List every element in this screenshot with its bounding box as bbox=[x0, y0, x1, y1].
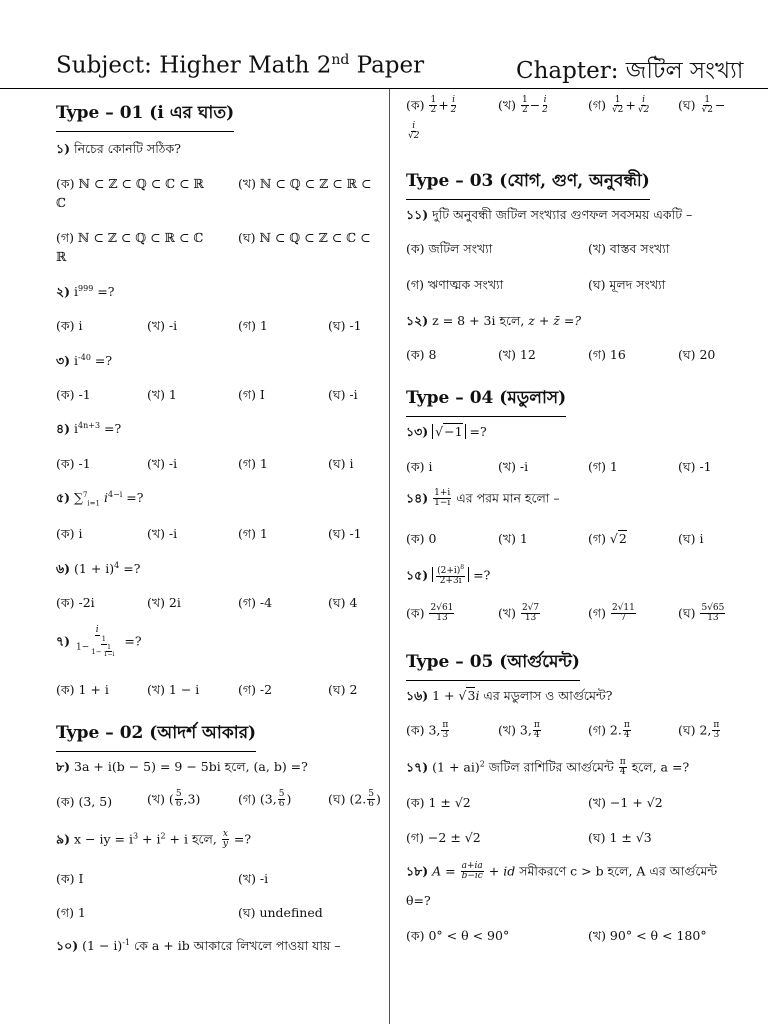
q8-option-c[interactable]: (গ) (3, $\frac{5}{6}$ ) bbox=[238, 789, 292, 810]
q15-option-d[interactable]: (ঘ) $\frac{5√65}{13}$ bbox=[678, 603, 725, 624]
q15-option-a[interactable]: (ক) $\frac{2√61}{13}$ bbox=[406, 603, 454, 624]
q11-option-d[interactable]: (ঘ) মূলদ সংখ্যা bbox=[588, 277, 666, 292]
q3-option-a[interactable]: (ক) -1 bbox=[56, 387, 91, 402]
q10-option-a[interactable]: (ক) $\frac{1}{2}$ + $\frac{i}{2}$ bbox=[406, 95, 457, 116]
q14-option-d[interactable]: (ঘ) i bbox=[678, 531, 704, 546]
q17-option-b[interactable]: (খ) −1 + √2 bbox=[588, 795, 663, 810]
question-11: ১১) দুটি অনুবন্ধী জটিল সংখ্যার গুণফল সবসময় একটি – bbox=[406, 207, 693, 222]
q13-option-d[interactable]: (ঘ) -1 bbox=[678, 459, 712, 474]
q8-option-d[interactable]: (ঘ) (2. $\frac{5}{6}$ ) bbox=[328, 789, 381, 810]
q13-option-a[interactable]: (ক) i bbox=[406, 459, 433, 474]
q3-option-d[interactable]: (ঘ) -i bbox=[328, 387, 358, 402]
q1-option-b[interactable]: (খ) ℕ ⊂ ℚ ⊂ ℤ ⊂ ℝ ⊂ bbox=[238, 176, 372, 191]
q17-option-a[interactable]: (ক) 1 ± √2 bbox=[406, 795, 471, 810]
section-heading-type-02: Type – 02 (আদর্শ আকার) bbox=[56, 720, 256, 752]
q11-option-c[interactable]: (গ) ঋণাত্মক সংখ্যা bbox=[406, 277, 504, 292]
q14-option-c[interactable]: (গ) √2 bbox=[588, 531, 627, 546]
q18-option-b[interactable]: (খ) 90° < θ < 180° bbox=[588, 928, 707, 943]
q14-option-b[interactable]: (খ) 1 bbox=[498, 531, 528, 546]
q1-option-c[interactable]: (গ) ℕ ⊂ ℤ ⊂ ℚ ⊂ ℝ ⊂ ℂ bbox=[56, 230, 204, 245]
question-8: ৮) 3a + i(b − 5) = 9 − 5bi হলে, (a, b) =? bbox=[56, 759, 308, 774]
q11-option-b[interactable]: (খ) বাস্তব সংখ্যা bbox=[588, 241, 670, 256]
question-15: ১৫) $\frac{(2+i)^8}{2+3i}$ =? bbox=[406, 564, 491, 587]
question-10: ১০) $(1 - i)^{-1}$ কে a + ib আকারে লিখলে পাওয়া যায় – bbox=[56, 938, 341, 954]
q7-option-c[interactable]: (গ) -2 bbox=[238, 682, 273, 697]
q5-option-b[interactable]: (খ) -i bbox=[147, 526, 178, 541]
q14-option-a[interactable]: (ক) 0 bbox=[406, 531, 437, 546]
q9-option-a[interactable]: (ক) I bbox=[56, 871, 84, 886]
q9-option-b[interactable]: (খ) -i bbox=[238, 871, 269, 886]
subject-title: Subject: Higher Math 2nd Paper bbox=[56, 52, 425, 79]
q3-option-b[interactable]: (খ) 1 bbox=[147, 387, 177, 402]
q4-option-a[interactable]: (ক) -1 bbox=[56, 456, 91, 471]
q2-option-c[interactable]: (গ) 1 bbox=[238, 318, 268, 333]
question-3: ৩) $i^{-40}$ =? bbox=[56, 353, 113, 369]
question-7: ৭) i 1− 1 1− $\frac{1}{1-i}$ =? bbox=[56, 625, 142, 659]
q12-option-c[interactable]: (গ) 16 bbox=[588, 347, 626, 362]
question-14: ১৪) $\frac{1+i}{1-i}$ এর পরম মান হলো – bbox=[406, 488, 560, 509]
q17-option-c[interactable]: (গ) −2 ± √2 bbox=[406, 830, 481, 845]
q4-option-c[interactable]: (গ) 1 bbox=[238, 456, 268, 471]
q2-option-a[interactable]: (ক) i bbox=[56, 318, 83, 333]
section-heading-type-03: Type – 03 (যোগ, গুণ, অনুবন্ধী) bbox=[406, 168, 650, 200]
q5-option-a[interactable]: (ক) i bbox=[56, 526, 83, 541]
q1-option-d-cont: ℝ bbox=[56, 249, 67, 264]
q10-option-c[interactable]: (গ) $\frac{1}{√2}$ + $\frac{i}{√2}$ bbox=[588, 95, 650, 116]
q8-option-a[interactable]: (ক) (3, 5) bbox=[56, 794, 113, 809]
section-heading-type-01: Type – 01 (i এর ঘাত) bbox=[56, 100, 234, 132]
q12-option-d[interactable]: (ঘ) 20 bbox=[678, 347, 716, 362]
question-9: ৯) x − iy = $i^3 + i^2 + i$ হলে, $\frac{x}{y}$ =? bbox=[56, 829, 252, 850]
q11-option-a[interactable]: (ক) জটিল সংখ্যা bbox=[406, 241, 493, 256]
q10-option-d[interactable]: (ঘ) $\frac{1}{√2}$ − bbox=[678, 95, 726, 116]
q7-option-d[interactable]: (ঘ) 2 bbox=[328, 682, 358, 697]
q10-option-b[interactable]: (খ) $\frac{1}{2}$ − $\frac{i}{2}$ bbox=[498, 95, 548, 116]
q1-option-d[interactable]: (ঘ) ℕ ⊂ ℚ ⊂ ℤ ⊂ ℂ ⊂ bbox=[238, 230, 371, 245]
q5-option-c[interactable]: (গ) 1 bbox=[238, 526, 268, 541]
q6-option-d[interactable]: (ঘ) 4 bbox=[328, 595, 358, 610]
q2-option-d[interactable]: (ঘ) -1 bbox=[328, 318, 362, 333]
q15-option-c[interactable]: (গ) $\frac{2√11}{7}$ bbox=[588, 603, 635, 624]
question-18-cont: θ=? bbox=[406, 893, 431, 908]
question-12: ১২) z = 8 + 3i হলে, z + z̄ =? bbox=[406, 313, 582, 328]
q7-option-b[interactable]: (খ) 1 − i bbox=[147, 682, 200, 697]
q16-option-d[interactable]: (ঘ) 2, $\frac{\pi}{3}$ bbox=[678, 720, 720, 741]
q3-option-c[interactable]: (গ) I bbox=[238, 387, 265, 402]
question-1: ১) নিচের কোনটি সঠিক? bbox=[56, 141, 181, 156]
q1-option-a[interactable]: (ক) ℕ ⊂ ℤ ⊂ ℚ ⊂ ℂ ⊂ ℝ bbox=[56, 176, 204, 191]
column-divider bbox=[389, 89, 390, 1024]
q2-option-b[interactable]: (খ) -i bbox=[147, 318, 178, 333]
q12-option-a[interactable]: (ক) 8 bbox=[406, 347, 437, 362]
question-6: ৬) $(1 + i)^4$ =? bbox=[56, 561, 141, 577]
question-18: ১৮) A = $\frac{a+ia}{b-ic}$ + id সমীকরণে c > b হলে, A এর আর্গুমেন্ট bbox=[406, 861, 718, 882]
question-2: ২) $i^{999}$ =? bbox=[56, 284, 115, 300]
question-4: ৪) $i^{4n+3}$ =? bbox=[56, 421, 122, 437]
q5-option-d[interactable]: (ঘ) -1 bbox=[328, 526, 362, 541]
q4-option-d[interactable]: (ঘ) i bbox=[328, 456, 354, 471]
q4-option-b[interactable]: (খ) -i bbox=[147, 456, 178, 471]
q16-option-b[interactable]: (খ) 3, $\frac{\pi}{4}$ bbox=[498, 720, 540, 741]
q12-option-b[interactable]: (খ) 12 bbox=[498, 347, 536, 362]
section-heading-type-04: Type – 04 (মডুলাস) bbox=[406, 385, 566, 417]
question-5: ৫) ∑$^7_{i=1}$ $i^{4-i}$ =? bbox=[56, 490, 144, 508]
q6-option-c[interactable]: (গ) -4 bbox=[238, 595, 273, 610]
question-17: ১৭) (1 + ai)$^2$ জটিল রাশিটির আর্গুমেন্ট $\frac{\pi}{4}$ হলে, a =? bbox=[406, 757, 690, 778]
q16-option-a[interactable]: (ক) 3, $\frac{\pi}{3}$ bbox=[406, 720, 449, 741]
q9-option-d[interactable]: (ঘ) undefined bbox=[238, 905, 323, 920]
q18-option-a[interactable]: (ক) 0° < θ < 90° bbox=[406, 928, 510, 943]
q7-nested-fraction: i 1− 1 1− $\frac{1}{1-i}$ bbox=[76, 625, 115, 659]
q8-option-b[interactable]: (খ) ( $\frac{5}{6}$ ,3) bbox=[147, 789, 201, 810]
q6-option-a[interactable]: (ক) -2i bbox=[56, 595, 95, 610]
q1-option-b-cont: ℂ bbox=[56, 195, 66, 210]
header-divider bbox=[0, 88, 768, 89]
q13-option-b[interactable]: (খ) -i bbox=[498, 459, 529, 474]
question-13: ১৩) √−1 =? bbox=[406, 424, 487, 439]
section-heading-type-05: Type – 05 (আর্গুমেন্ট) bbox=[406, 649, 580, 681]
q16-option-c[interactable]: (গ) 2. $\frac{\pi}{4}$ bbox=[588, 720, 630, 741]
q9-option-c[interactable]: (গ) 1 bbox=[56, 905, 86, 920]
q7-option-a[interactable]: (ক) 1 + i bbox=[56, 682, 109, 697]
q10-option-d-cont: $\frac{i}{√2}$ bbox=[408, 121, 420, 142]
q6-option-b[interactable]: (খ) 2i bbox=[147, 595, 181, 610]
q13-option-c[interactable]: (গ) 1 bbox=[588, 459, 618, 474]
chapter-title: Chapter: জটিল সংখ্যা bbox=[516, 58, 744, 84]
q15-option-b[interactable]: (খ) $\frac{2√7}{13}$ bbox=[498, 603, 540, 624]
question-16: ১৬) 1 + √3i এর মডুলাস ও আর্গুমেন্ট? bbox=[406, 688, 613, 703]
q17-option-d[interactable]: (ঘ) 1 ± √3 bbox=[588, 830, 652, 845]
